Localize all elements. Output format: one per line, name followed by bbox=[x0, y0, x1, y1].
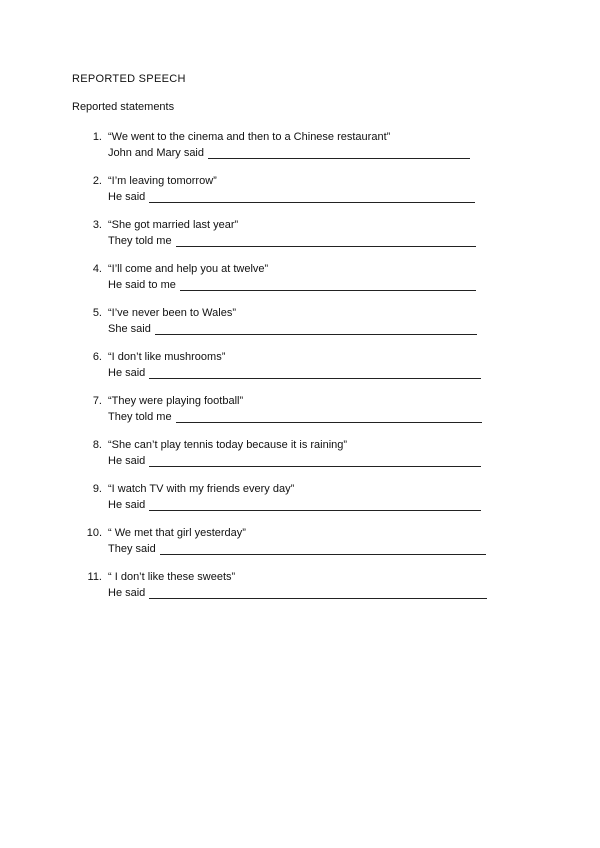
exercise-item-2 bbox=[72, 175, 512, 219]
answer-blank-line[interactable] bbox=[155, 323, 477, 335]
item-number: 11. bbox=[87, 571, 102, 583]
answer-row bbox=[108, 323, 477, 335]
item-number: 8. bbox=[92, 439, 102, 451]
exercise-list bbox=[72, 131, 512, 615]
answer-blank-line[interactable] bbox=[149, 367, 481, 379]
direct-speech-quote: “I watch TV with my friends every day” bbox=[108, 483, 295, 495]
exercise-item-10 bbox=[72, 527, 512, 571]
exercise-item-3 bbox=[72, 219, 512, 263]
answer-blank-line[interactable] bbox=[149, 191, 475, 203]
direct-speech-quote: “I’ve never been to Wales” bbox=[108, 307, 236, 319]
exercise-item-6 bbox=[72, 351, 512, 395]
answer-prefix: He said bbox=[108, 191, 146, 203]
answer-row bbox=[108, 455, 481, 467]
answer-row bbox=[108, 147, 470, 159]
answer-prefix: He said bbox=[108, 455, 146, 467]
direct-speech-quote: “ We met that girl yesterday” bbox=[108, 527, 246, 539]
answer-prefix: He said bbox=[108, 367, 146, 379]
answer-prefix: He said bbox=[108, 587, 146, 599]
answer-row bbox=[108, 411, 482, 423]
direct-speech-quote: “They were playing football” bbox=[108, 395, 244, 407]
item-number: 5. bbox=[92, 307, 102, 319]
direct-speech-quote: “ I don’t like these sweets” bbox=[108, 571, 236, 583]
answer-blank-line[interactable] bbox=[149, 587, 487, 599]
answer-blank-line[interactable] bbox=[160, 543, 486, 555]
exercise-item-1 bbox=[72, 131, 512, 175]
answer-prefix: John and Mary said bbox=[108, 147, 204, 159]
answer-row bbox=[108, 235, 476, 247]
direct-speech-quote: “I’m leaving tomorrow” bbox=[108, 175, 217, 187]
answer-blank-line[interactable] bbox=[149, 455, 481, 467]
answer-blank-line[interactable] bbox=[176, 235, 476, 247]
exercise-item-5 bbox=[72, 307, 512, 351]
answer-row bbox=[108, 499, 481, 511]
exercise-item-8 bbox=[72, 439, 512, 483]
item-number: 7. bbox=[92, 395, 102, 407]
answer-row bbox=[108, 543, 486, 555]
exercise-item-4 bbox=[72, 263, 512, 307]
answer-blank-line[interactable] bbox=[176, 411, 482, 423]
direct-speech-quote: “We went to the cinema and then to a Chinese restaurant” bbox=[108, 131, 391, 143]
item-number: 1. bbox=[92, 131, 102, 143]
exercise-item-11 bbox=[72, 571, 512, 615]
answer-row bbox=[108, 191, 475, 203]
item-number: 6. bbox=[92, 351, 102, 363]
item-number: 3. bbox=[92, 219, 102, 231]
direct-speech-quote: “I don’t like mushrooms” bbox=[108, 351, 226, 363]
answer-prefix: They said bbox=[108, 543, 156, 555]
answer-row bbox=[108, 367, 481, 379]
section-heading: Reported statements bbox=[72, 101, 175, 113]
item-number: 2. bbox=[92, 175, 102, 187]
answer-prefix: They told me bbox=[108, 235, 172, 247]
answer-row bbox=[108, 587, 487, 599]
answer-prefix: He said bbox=[108, 499, 146, 511]
page-title: REPORTED SPEECH bbox=[72, 73, 186, 85]
answer-row bbox=[108, 279, 476, 291]
answer-prefix: She said bbox=[108, 323, 151, 335]
exercise-item-9 bbox=[72, 483, 512, 527]
item-number: 10. bbox=[86, 527, 102, 539]
answer-blank-line[interactable] bbox=[149, 499, 481, 511]
direct-speech-quote: “I’ll come and help you at twelve” bbox=[108, 263, 269, 275]
item-number: 9. bbox=[92, 483, 102, 495]
answer-blank-line[interactable] bbox=[180, 279, 476, 291]
exercise-item-7 bbox=[72, 395, 512, 439]
direct-speech-quote: “She got married last year” bbox=[108, 219, 239, 231]
item-number: 4. bbox=[92, 263, 102, 275]
direct-speech-quote: “She can’t play tennis today because it is raining” bbox=[108, 439, 348, 451]
answer-blank-line[interactable] bbox=[208, 147, 470, 159]
answer-prefix: They told me bbox=[108, 411, 172, 423]
answer-prefix: He said to me bbox=[108, 279, 176, 291]
